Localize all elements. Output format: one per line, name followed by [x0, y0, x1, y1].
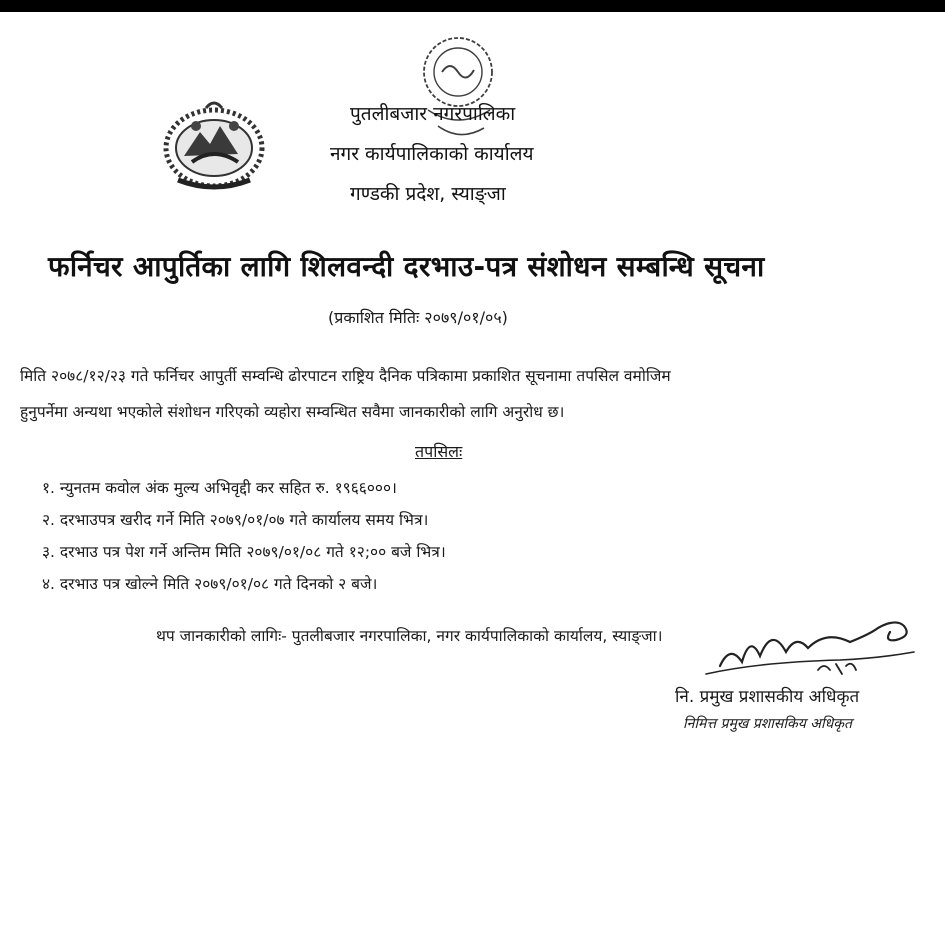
municipality-name: पुतलीबजार नगरपालिका [350, 103, 516, 125]
details-heading: तपसिलः [415, 442, 463, 461]
province-location: गण्डकी प्रदेश, स्याङ्जा [350, 183, 506, 205]
body-text-line-1: मिति २०७८/१२/२३ गते फर्निचर आपुर्ती सम्वन्धि ढोरपाटन राष्ट्रिय दैनिक पत्रिकामा प्रकाशित सूचनामा तपसिल वमोजिम [20, 367, 671, 385]
details-item-1: १. न्युनतम कवोल अंक मुल्य अभिवृद्दी कर सहित रु. १९६६०००। [42, 479, 397, 497]
office-name: नगर कार्यपालिकाको कार्यालय [330, 143, 534, 165]
contact-info: थप जानकारीको लागिः- पुतलीबजार नगरपालिका, नगर कार्यपालिकाको कार्यालय, स्याङ्जा। [156, 627, 663, 645]
published-date: (प्रकाशित मितिः २०७९/०१/०५) [328, 308, 508, 327]
top-edge-bar [0, 0, 945, 12]
nepal-emblem-icon [158, 96, 270, 196]
details-item-4: ४. दरभाउ पत्र खोल्ने मिति २०७९/०१/०८ गते दिनको २ बजे। [42, 575, 378, 593]
signatory-stamp: निमित्त प्रमुख प्रशासकिय अधिकृत [683, 716, 852, 732]
office-seal-stamp-icon [398, 30, 518, 150]
body-text-line-2: हुनुपर्नेमा अन्यथा भएकोले संशोधन गरिएको व्यहोरा सम्वन्धित सवैमा जानकारीको लागि अनुरोध छ। [20, 403, 565, 421]
notice-title: फर्निचर आपुर्तिका लागि शिलवन्दी दरभाउ-पत्र संशोधन सम्बन्धि सूचना [48, 250, 765, 283]
details-item-2: २. दरभाउपत्र खरीद गर्ने मिति २०७९/०१/०७ गते कार्यालय समय भित्र। [42, 511, 429, 529]
signatory-title: नि. प्रमुख प्रशासकीय अधिकृत [675, 687, 860, 707]
details-item-3: ३. दरभाउ पत्र पेश गर्ने अन्तिम मिति २०७९/०१/०८ गते १२;०० बजे भित्र। [42, 543, 446, 561]
signature-icon [700, 604, 920, 684]
